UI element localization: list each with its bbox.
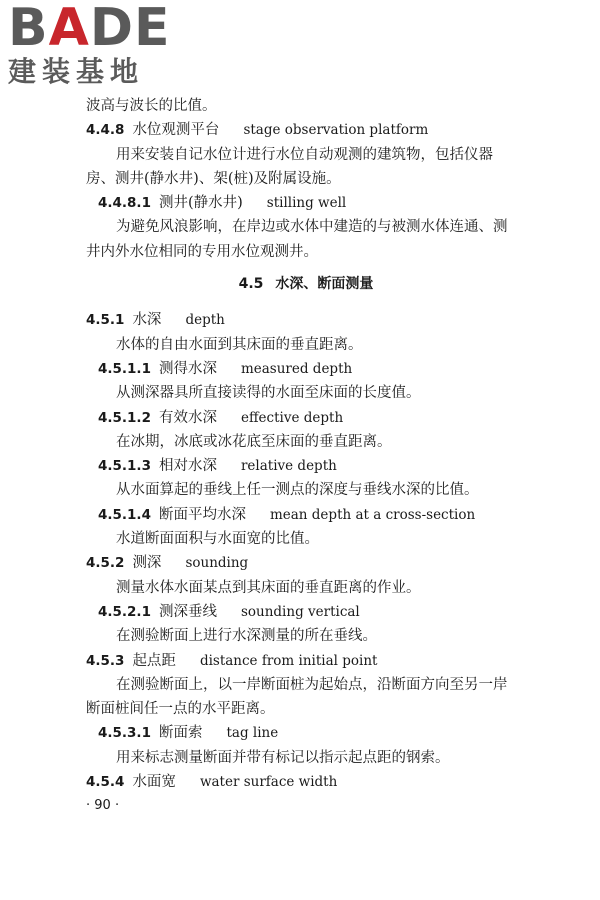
term-4-5-1-2 [86,406,526,430]
term-4-5-3-1 [86,721,526,745]
term-4-5-1-1 [86,357,526,381]
term-chinese: 测井(静水井) [158,195,243,212]
definition: 水道断面面积与水面宽的比值。 [116,531,319,548]
term-chinese: 断面平均水深 [158,506,246,523]
term-english: stilling well [266,195,347,212]
term-chinese: 相对水深 [158,458,217,475]
term-4-5-2 [86,551,526,575]
term-english: stage observation platform [243,122,429,139]
term-number: 4.4.8 [86,122,125,139]
definition: 从测深器具所直接读得的水面至床面的长度值。 [116,385,421,402]
paragraph: 波高与波长的比值。 [86,98,217,114]
term-english: tag line [226,725,279,742]
term-number: 4.5.1 [86,312,125,329]
term-english: relative depth [240,458,337,475]
term-number: 4.5.1.2 [98,409,151,426]
term-4-4-8 [86,118,526,142]
term-english: sounding [185,555,249,572]
term-chinese: 测深 [132,555,162,572]
term-4-5-2-1 [86,600,526,624]
section-number: 4.5 [238,276,264,293]
term-number: 4.5.1.1 [98,360,151,377]
logo-letters-de: DE [89,0,171,58]
term-chinese: 测深垂线 [158,603,217,620]
term-number: 4.5.4 [86,774,125,791]
term-english: mean depth at a cross-section [269,506,476,523]
definition: 从水面算起的垂线上任一测点的深度与垂线水深的比值。 [116,482,479,499]
definition: 在冰期，冰底或冰花底至床面的垂直距离。 [116,433,392,450]
term-chinese: 起点距 [132,652,176,669]
logo-letter-b: B [8,0,49,58]
definition: 在测验断面上进行水深测量的所在垂线。 [116,628,377,645]
term-4-5-4 [86,770,526,794]
logo-wordmark [8,0,178,58]
term-number: 4.5.1.3 [98,458,151,475]
term-4-5-1 [86,308,526,332]
logo-subtitle: 建装基地 [8,55,145,88]
term-english: depth [185,312,225,329]
term-english: sounding vertical [240,603,360,620]
term-chinese: 水面宽 [132,774,176,791]
definition: 为避免风浪影响，在岸边或水体中建造的与被测水体连通、测 [116,219,508,236]
section-title: 水深、断面测量 [275,276,374,293]
page-number: · 90 · [86,798,120,813]
term-number: 4.4.8.1 [98,195,151,212]
term-number: 4.5.3.1 [98,725,151,742]
term-number: 4.5.2 [86,555,125,572]
term-number: 4.5.1.4 [98,506,151,523]
term-chinese: 水深 [132,312,162,329]
term-english: water surface width [199,774,338,791]
term-chinese: 有效水深 [158,409,217,426]
term-english: effective depth [240,409,344,426]
term-4-5-1-3 [86,454,526,478]
term-chinese: 水位观测平台 [132,122,220,139]
definition: 用来安装自记水位计进行水位自动观测的建筑物，包括仪器 [116,146,493,163]
term-chinese: 断面索 [158,725,203,742]
term-number: 4.5.2.1 [98,603,151,620]
section-heading-4-5 [86,272,526,296]
term-4-5-1-4 [86,503,526,527]
definition-continued: 房、测井(静水井)、架(桩)及附属设施。 [86,170,341,187]
document-body [86,94,526,794]
definition-continued: 断面桩间任一点的水平距离。 [86,701,275,718]
definition: 在测验断面上，以一岸断面桩为起始点，沿断面方向至另一岸 [116,676,508,693]
term-number: 4.5.3 [86,652,125,669]
term-chinese: 测得水深 [158,360,217,377]
term-english: measured depth [240,360,353,377]
definition-continued: 井内外水位相同的专用水位观测井。 [86,243,318,260]
definition: 用来标志测量断面并带有标记以指示起点距的钢索。 [116,749,450,766]
logo-letter-a: A [48,0,90,58]
term-4-4-8-1 [86,191,526,215]
term-4-5-3 [86,649,526,673]
definition: 测量水体水面某点到其床面的垂直距离的作业。 [116,579,421,596]
definition: 水体的自由水面到其床面的垂直距离。 [116,336,363,353]
term-english: distance from initial point [199,652,378,669]
bade-logo [8,2,178,88]
